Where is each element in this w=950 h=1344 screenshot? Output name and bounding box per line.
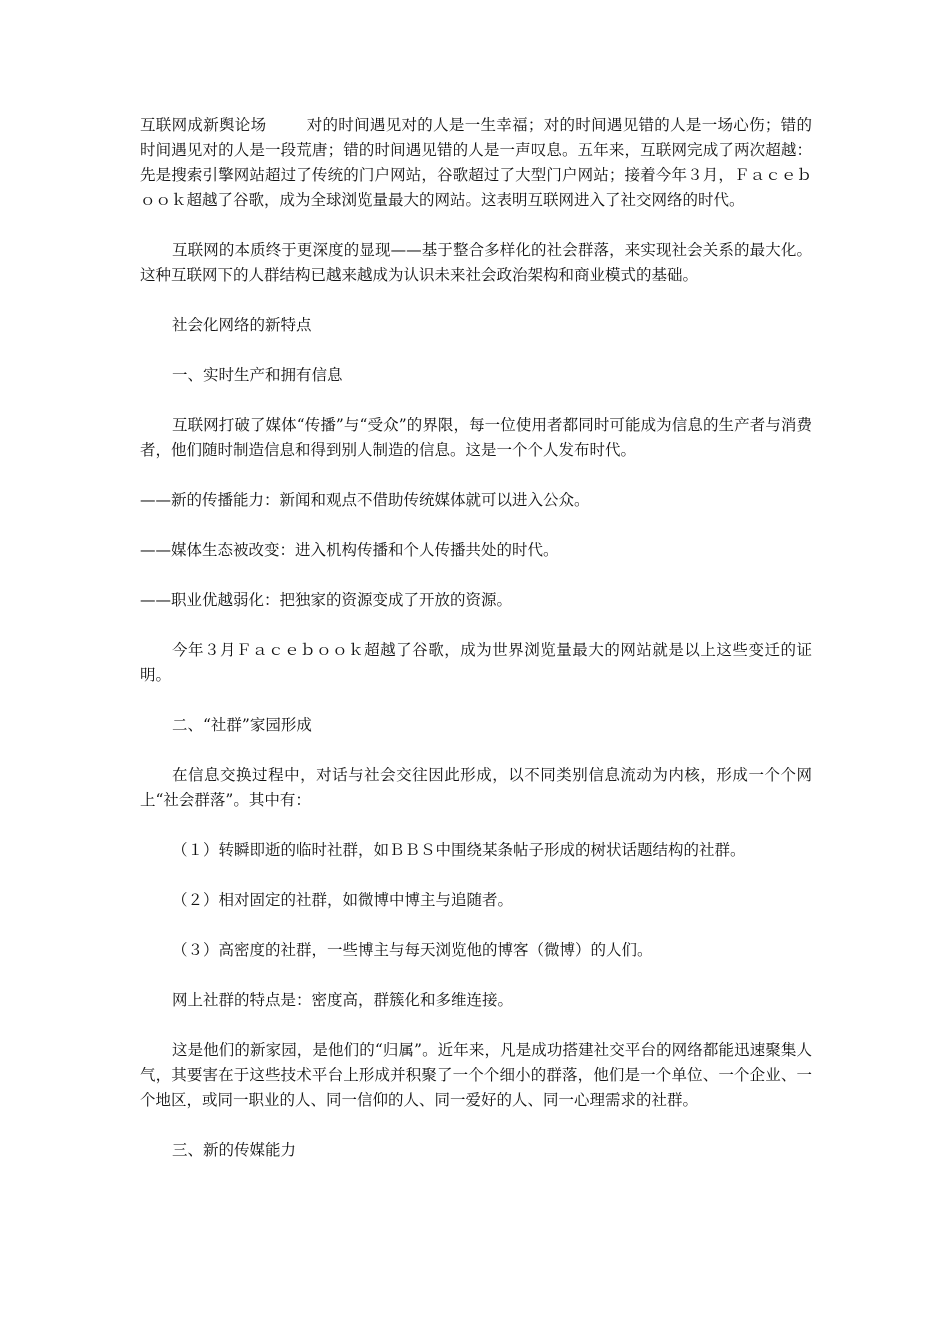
dash-item-2: ——媒体生态被改变：进入机构传播和个人传播共处的时代。 bbox=[140, 541, 559, 559]
section-heading-2: 二、“社群”家园形成 bbox=[172, 716, 312, 734]
paragraph-2: 互联网的本质终于更深度的显现——基于整合多样化的社会群落，来实现社会关系的最大化。这种互联网下的人群结构已越来越成为认识未来社会政治架构和商业模式的基础。 bbox=[140, 241, 812, 284]
paragraph-5: 在信息交换过程中，对话与社会交往因此形成，以不同类别信息流动为内核，形成一个个网上“社会群落”。其中有： bbox=[140, 766, 812, 809]
document-title: 互联网成新舆论场 bbox=[140, 116, 267, 134]
dash-item-1: ——新的传播能力：新闻和观点不借助传统媒体就可以进入公众。 bbox=[140, 491, 590, 509]
list-item-1: （１）转瞬即逝的临时社群，如ＢＢＳ中围绕某条帖子形成的树状话题结构的社群。 bbox=[172, 841, 746, 859]
paragraph-6: 网上社群的特点是：密度高，群簇化和多维连接。 bbox=[172, 991, 514, 1009]
document-page bbox=[140, 113, 812, 1163]
section-heading-3: 三、新的传媒能力 bbox=[172, 1141, 297, 1159]
section-heading-main: 社会化网络的新特点 bbox=[172, 316, 312, 334]
list-item-3: （３）高密度的社群，一些博主与每天浏览他的博客（微博）的人们。 bbox=[172, 941, 653, 959]
section-heading-1: 一、实时生产和拥有信息 bbox=[172, 366, 343, 384]
paragraph-7: 这是他们的新家园，是他们的“归属”。近年来，凡是成功搭建社交平台的网络都能迅速聚集人气，其要害在于这些技术平台上形成并积聚了一个个细小的群落，他们是一个单位、一个企业、一个地区，或同一职业的人、同一信仰的人、同一爱好的人、同一心理需求的社群。 bbox=[140, 1041, 812, 1109]
paragraph-3: 互联网打破了媒体“传播”与“受众”的界限，每一位使用者都同时可能成为信息的生产者与消费者，他们随时制造信息和得到别人制造的信息。这是一个个人发布时代。 bbox=[140, 416, 812, 459]
intro-paragraph bbox=[140, 113, 812, 213]
paragraph-1-text: 对的时间遇见对的人是一生幸福；对的时间遇见错的人是一场心伤；错的时间遇见对的人是一段荒唐；错的时间遇见错的人是一声叹息。五年来，互联网完成了两次超越：先是搜索引擎网站超过了传统的门户网站，谷歌超过了大型门户网站；接着今年３月，Ｆａｃｅｂｏｏｋ超越了谷歌，成为全球浏览量最大的网站。这表明互联网进入了社交网络的时代。 bbox=[140, 116, 812, 209]
dash-item-3: ——职业优越弱化：把独家的资源变成了开放的资源。 bbox=[140, 591, 513, 609]
paragraph-4: 今年３月Ｆａｃｅｂｏｏｋ超越了谷歌，成为世界浏览量最大的网站就是以上这些变迁的证明。 bbox=[140, 641, 812, 684]
list-item-2: （２）相对固定的社群，如微博中博主与追随者。 bbox=[172, 891, 514, 909]
